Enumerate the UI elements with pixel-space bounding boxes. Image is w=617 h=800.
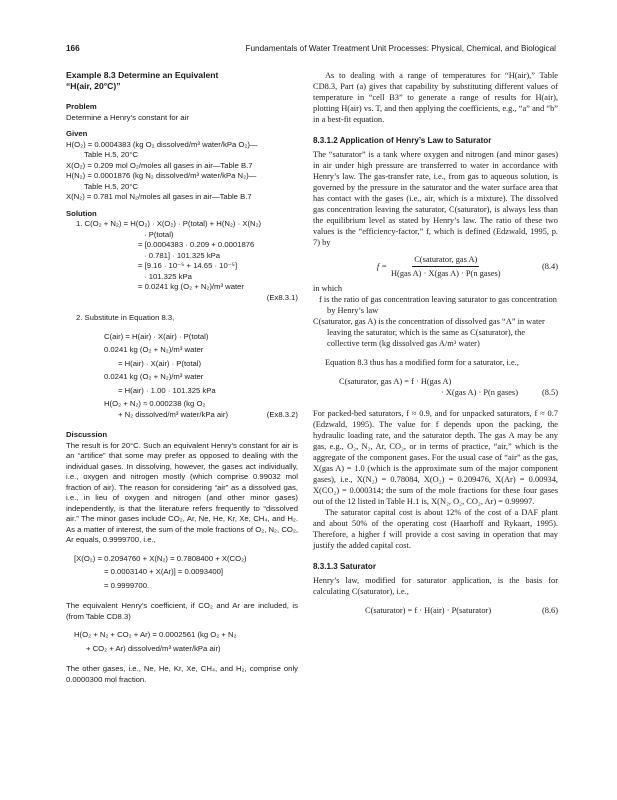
- given-heading: Given: [66, 129, 88, 138]
- sum-line: = 0.9999700.: [104, 580, 150, 590]
- definition-f: f is the ratio of gas concentration leaving saturator to gas concentration by Henry’s law: [319, 295, 557, 315]
- solution-line: = [0.0004383 · 0.209 + 0.0001876: [138, 240, 255, 249]
- left-column: [66, 70, 298, 685]
- equivalent-line: H(O₂ + N₂ + CO₂ + Ar) = 0.0002561 (kg O₂ + N₂: [74, 630, 237, 639]
- equation-intro: Equation 8.3 thus has a modified form for a saturator, i.e.,: [325, 358, 519, 367]
- solution-line: = 0.0241 kg (O₂ + N₂)/m³ water: [138, 282, 244, 291]
- saturator-law-paragraph: Henry’s law, modified for saturator application, is the basis for calculating C(saturator), i.e.,: [313, 576, 558, 596]
- capital-cost-paragraph: The saturator capital cost is about 12% of the cost of a DAF plant and about 50% of the operating cost (Haarhoff and Rykaart, 1995). Therefore, a higher f will provide a cost saving in operation that may justify the added capital cost.: [313, 508, 558, 550]
- solution-line: = H(air) · X(air) · P(total): [118, 358, 202, 368]
- intro-paragraph: As to dealing with a range of temperatures for “H(air),” Table CD8.3, Part (a) gives that capability by substituting different values of temperature in “cell B3” to generate a range of results for H(air), plotting H(air) vs. T, and then applying the coefficients, e.g., “a” and “b” in a best-fit equation.: [313, 71, 558, 124]
- running-header: [66, 44, 556, 56]
- solution-line: 1. C(O₂ + N₂) = H(O₂) · X(O₂) · P(total) + H(N₂) · X(N₂): [76, 219, 262, 228]
- solution-line: + N₂ dissolved/m³ water/kPa air): [118, 409, 229, 419]
- solution-line: 0.0241 kg (O₂ + N₂)/m³ water: [104, 345, 204, 354]
- solution-line: = H(air) · 1.00 · 101.325 kPa: [118, 385, 216, 395]
- given-line: X(N₂) = 0.781 mol N₂/moles all gases in air—Table B.7: [66, 192, 252, 201]
- solution-step-2: 2. Substitute in Equation 8.3,: [76, 313, 175, 322]
- given-line: Table H.5, 20°C: [84, 150, 138, 159]
- equation-tag: (8.5): [541, 388, 558, 397]
- given-line: Table H.5, 20°C: [84, 181, 138, 191]
- solution-line: = [9.16 · 10⁻⁵ + 14.65 · 10⁻⁵]: [138, 261, 238, 270]
- solution-line: H(O₂ + N₂) ≈ 0.000238 (kg O₂: [104, 399, 206, 408]
- equation-8-6: C(saturator) = f · H(air) · P(saturator): [365, 606, 492, 615]
- fraction-numerator: C(saturator, gas A): [412, 254, 479, 267]
- problem-text: Determine a Henry’s constant for air: [66, 112, 189, 122]
- equivalent-text: The equivalent Henry’s coefficient, if CO₂ and Ar are included, is (from Table CD8.3): [66, 601, 298, 621]
- solution-heading: Solution: [66, 208, 97, 218]
- equation-tag: (8.4): [541, 262, 558, 271]
- right-column: [313, 70, 558, 616]
- sum-line: = 0.0003140 + X(Ar)] = 0.0093400]: [104, 567, 224, 576]
- in-which: in which: [313, 284, 343, 293]
- example-title: Example 8.3 Determine an Equivalent: [66, 70, 219, 80]
- equivalent-line: + CO₂ + Ar) dissolved/m³ water/kPa air): [86, 643, 221, 653]
- given-line: X(O₂) = 0.209 mol O₂/moles all gases in air—Table B.7: [66, 160, 253, 170]
- given-line: H(N₂) = 0.0001876 (kg N₂ dissolved/m³ water/kPa N₂)—: [66, 171, 257, 180]
- solution-line: · 0.781] · 101.325 kPa: [144, 250, 221, 260]
- fraction: [391, 254, 501, 279]
- equation-tag: (8.6): [541, 606, 558, 615]
- given-line: H(O₂) = 0.0004383 (kg O₂ dissolved/m³ water/kPa O₂)—: [66, 139, 258, 149]
- discussion-text: The result is for 20°C. Such an equivalent Henry’s constant for air is an “artifice” that some may prefer as opposed to dealing with the individual gases. In dissolving, however, the gases act individually, i.e., oxygen and nitrogen mostly (which comprise 0.99032 mol fraction of air). The reason for considering “air” as a dissolved gas, i.e., in lieu of oxygen and nitrogen (and other minor gases) independently, is that the literature refers frequently to “dissolved air.” The minor gases include CO₂, Ar, Ne, He, Kr, Xe, CH₄, and H₂. As a matter of interest, the sum of the mole fractions of O₂, N₂, CO₂, Ar equals, 0.9999700, i.e.,: [66, 440, 298, 544]
- equation-lhs: f =: [376, 262, 387, 271]
- definition-c: C(saturator, gas A) is the concentration of dissolved gas “A” in water leaving the saturator, which is the same as C(saturator), the collective term (kg dissolved gas A/m³ water): [313, 317, 545, 348]
- fraction-denominator: H(gas A) · X(gas A) · P(n gases): [391, 269, 501, 278]
- page-number: 166: [66, 44, 80, 53]
- equation-8-5-line1: C(saturator, gas A) = f · H(gas A): [339, 377, 452, 386]
- other-gases-text: The other gases, i.e., Ne, He, Kr, Xe, CH₄, and H₂, comprise only 0.0000300 mol fraction.: [66, 664, 298, 684]
- section-heading-8-3-1-3: 8.3.1.3 Saturator: [313, 562, 376, 571]
- equation-8-4: [313, 254, 558, 279]
- section-heading-8-3-1-2: 8.3.1.2 Application of Henry’s Law to Saturator: [313, 136, 492, 145]
- solution-line: · P(total): [144, 229, 174, 239]
- solution-line: · 101.325 kPa: [144, 271, 192, 281]
- equation-tag: (Ex8.3.1): [266, 292, 298, 302]
- example-title-line2: “H(air, 20°C)”: [66, 81, 121, 91]
- running-title: Fundamentals of Water Treatment Unit Processes: Physical, Chemical, and Biological: [245, 44, 556, 53]
- equation-8-5-line2: · X(gas A) · P(n gases): [441, 388, 518, 397]
- sum-line: [X(O₂) = 0.2094760 + X(N₂) = 0.7808400 + X(CO₂): [74, 553, 247, 563]
- saturator-paragraph: The “saturator” is a tank where oxygen and nitrogen (and minor gases) in air under high pressure are transferred to water in accordance with Henry’s law. The gas-transfer rate, i.e., from gas to aqueous solution, is governed by the pressure in the saturator and the water surface area that has contact with the gases (i.e., air, which is a mixture). The dissolved gas concentration leaving the saturator, C(saturator), is always less than the equilibrium level as stated by Henry’s law. The ratio of these two values is the “efficiency-factor,” f, which is defined (Edzwald, 1995, p. 7) by: [313, 150, 558, 247]
- discussion-heading: Discussion: [66, 430, 108, 439]
- problem-heading: Problem: [66, 102, 97, 111]
- packed-bed-paragraph: For packed-bed saturators, f ≈ 0.9, and for unpacked saturators, f ≈ 0.7 (Edzwald, 1995). The value for f depends upon the packing, the hydraulic loading rate, and the saturator depth. The gas A may be any gas, e.g., O₂, N₂, Ar, CO₂, or in terms of practice, “air,” which is the aggregate of the component gases. For the usual case of “air” as the gas, X(gas A) = 1.0 (which is the approximate sum of the major component gases), i.e., X(N₂) = 0.78084, X(O₂) = 0.209476, X(Ar) = 0.00934, X(CO₂) = 0.000314; the sum of the mole fractions for these four gases out of the 12 listed in Table H.1 is, X(N₂, O₂, CO₂, Ar) = 0.99997.: [313, 409, 558, 506]
- solution-line: C(air) = H(air) · X(air) · P(total): [104, 331, 209, 341]
- solution-line: 0.0241 kg (O₂ + N₂)/m³ water: [104, 372, 204, 381]
- equation-tag: (Ex8.3.2): [266, 409, 298, 419]
